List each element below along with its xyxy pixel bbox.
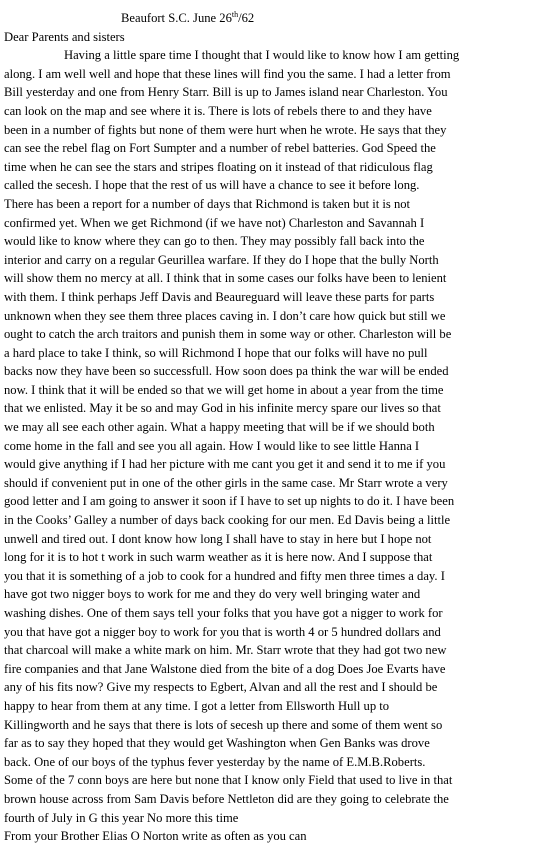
letter-line: can look on the map and see where it is. There is lots of rebels there to and they have (4, 103, 432, 118)
letter-line: happy to hear from them at any time. I got a letter from Ellsworth Hull up to (4, 698, 390, 713)
closing-line: From your Brother Elias O Norton write as often as you can (4, 829, 307, 844)
letter-line: Killingworth and he says that there is lots of secesh up there and some of them went so (4, 717, 443, 732)
letter-line: far as to say they hoped that they would get Washington when Gen Banks was drove (4, 736, 430, 751)
letter-line: that charcoal will make a white mark on him. Mr. Starr wrote that they had got two new (4, 643, 447, 658)
salutation: Dear Parents and sisters (4, 29, 125, 44)
letter-line: back. One of our boys of the typhus fever yesterday by the name of E.M.B.Roberts. (4, 754, 426, 769)
letter-line: time when he can see the stars and stripes floating on it instead of that ridiculous flag (4, 159, 433, 174)
letter-line: long for it is to hot t work in such warm weather as it is here now. And I suppose that (4, 550, 433, 565)
letter-line: fourth of July in G this year No more this time (4, 810, 239, 825)
letter-line: you that it is something of a job to cook for a hundred and fifty men three times a day. I (4, 568, 445, 583)
letter-line: would give anything if I had her picture with me cant you get it and send it to me if you (4, 457, 446, 472)
letter-line: ought to catch the arch traitors and punish them in some way or other. Charleston will be (4, 327, 452, 342)
letter-line: now. I think that it will be ended so that we will get home in about a year from the time (4, 382, 444, 397)
letter-body (4, 46, 553, 827)
date-suffix: th (231, 9, 239, 19)
letter-line: washing dishes. One of them says tell your folks that you have got a nigger to work for (4, 606, 443, 620)
letter-line: been in a number of fights but none of them were hurt when he wrote. He says that they (4, 122, 447, 137)
letter-line: Bill yesterday and one from Henry Starr. Bill is up to James island near Charleston. You (4, 85, 448, 100)
letter-line: we may all see each other again. What a happy meeting that will be if we should both (4, 420, 435, 435)
letter-line: backs now they have been so successfull. How soon does pa think the war will be ended (4, 364, 449, 379)
letter-line: with them. I think perhaps Jeff Davis and Beaureguard will leave these parts for parts (4, 289, 435, 304)
letter-dateline (4, 9, 553, 28)
letter-line: unwell and tired out. I dont know how long I shall have to stay in here but I hope not (4, 531, 432, 546)
place-date: Beaufort S.C. June 26 (121, 11, 232, 25)
letter-line: in the Cooks’ Galley a number of days back cooking for our men. Ed Davis being a little (4, 513, 451, 528)
letter-line: a hard place to take I think, so will Richmond I hope that our folks will have no pull (4, 345, 428, 360)
letter-line: Some of the 7 conn boys are here but none that I know only Field that used to live in that (4, 773, 453, 788)
letter-line: that we enlisted. May it be so and may God in his infinite mercy spare our lives so that (4, 401, 441, 416)
letter-line: can see the rebel flag on Fort Sumpter and a number of rebel batteries. God Speed the (4, 141, 436, 156)
letter-line: come home in the fall and see you all again. How I would like to see little Hanna I (4, 438, 420, 453)
letter-line: you that have got a nigger boy to work for you that is worth 4 or 5 hundred dollars and (4, 624, 441, 639)
letter-line: called the secesh. I hope that the rest of us will have a chance to see it before long. (4, 178, 420, 193)
letter-line: confirmed yet. When we get Richmond (if we have not) Charleston and Savannah I (4, 215, 425, 230)
letter-line: fire companies and that Jane Walstone died from the bite of a dog Does Joe Evarts have (4, 661, 446, 676)
letter-line: should if convenient put in one of the other girls in the same case. Mr Starr wrote a very (4, 475, 448, 490)
letter-text (4, 9, 553, 846)
letter-line: unknown when they see them three places caving in. I don’t care how quick but still we (4, 308, 446, 323)
letter-line: good letter and I am going to answer it soon if I have to set up nights to do it. I have been (4, 494, 455, 509)
letter-line: Having a little spare time I thought that I would like to know how I am getting (64, 48, 460, 63)
date-year: /62 (238, 11, 255, 25)
letter-line: will show them no mercy at all. I think that in some cases our folks have been to lenient (4, 271, 447, 286)
letter-line: interior and carry on a regular Geurillea warfare. If they do I hope that the bully North (4, 252, 439, 267)
letter-line: have got two nigger boys to work for me and they do very well bringing water and (4, 587, 421, 602)
letter-line: any of his fits now? Give my respects to Egbert, Alvan and all the rest and I should be (4, 680, 438, 695)
letter-line: brown house across from Sam Davis before Nettleton did are they going to celebrate the (4, 791, 449, 806)
letter-line: along. I am well well and hope that these lines will find you the same. I had a letter from (4, 66, 451, 81)
letter-line: There has been a report for a number of days that Richmond is taken but it is not (4, 196, 411, 211)
letter-line: would like to know where they can go to then. They may possibly fall back into the (4, 234, 425, 249)
